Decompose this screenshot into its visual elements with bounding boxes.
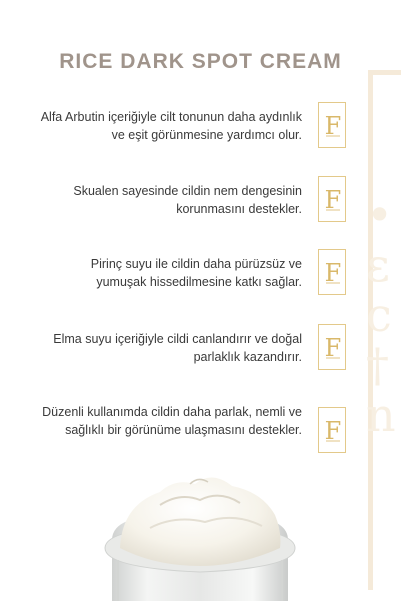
feature-text: Elma suyu içeriğiyle cildi canlandırır ve doğal parlaklık kazandırır.: [53, 332, 302, 364]
feature-item: [40, 330, 385, 386]
svg-text:F: F: [324, 186, 342, 214]
svg-text:F: F: [324, 417, 342, 445]
ef-monogram-logo-icon: [318, 249, 346, 295]
ef-monogram-logo-icon: [318, 102, 346, 148]
svg-text:F: F: [324, 334, 342, 362]
ef-monogram-logo-icon: [318, 324, 346, 370]
feature-text: Düzenli kullanımda cildin daha parlak, nemli ve sağlıklı bir görünüme ulaşmasını destekler.: [42, 405, 302, 437]
feature-text: Skualen sayesinde cildin nem dengesinin korunmasını destekler.: [73, 184, 302, 216]
feature-text: Alfa Arbutin içeriğiyle cilt tonunun daha aydınlık ve eşit görünmesine yardımcı olur.: [40, 110, 302, 142]
ef-monogram-logo-icon: [318, 176, 346, 222]
ef-monogram-logo-icon: [318, 407, 346, 453]
feature-item: [40, 403, 385, 465]
svg-text:F: F: [324, 112, 342, 140]
page-title: RICE DARK SPOT CREAM: [59, 50, 342, 73]
feature-item: [40, 255, 385, 311]
feature-text: Pirinç suyu ile cildin daha pürüzsüz ve yumuşak hissedilmesine katkı sağlar.: [90, 257, 302, 289]
feature-item: [40, 182, 385, 238]
decorative-background-lettering: • ε c † n: [366, 188, 396, 442]
svg-text:F: F: [324, 259, 342, 287]
feature-item: [40, 108, 385, 164]
